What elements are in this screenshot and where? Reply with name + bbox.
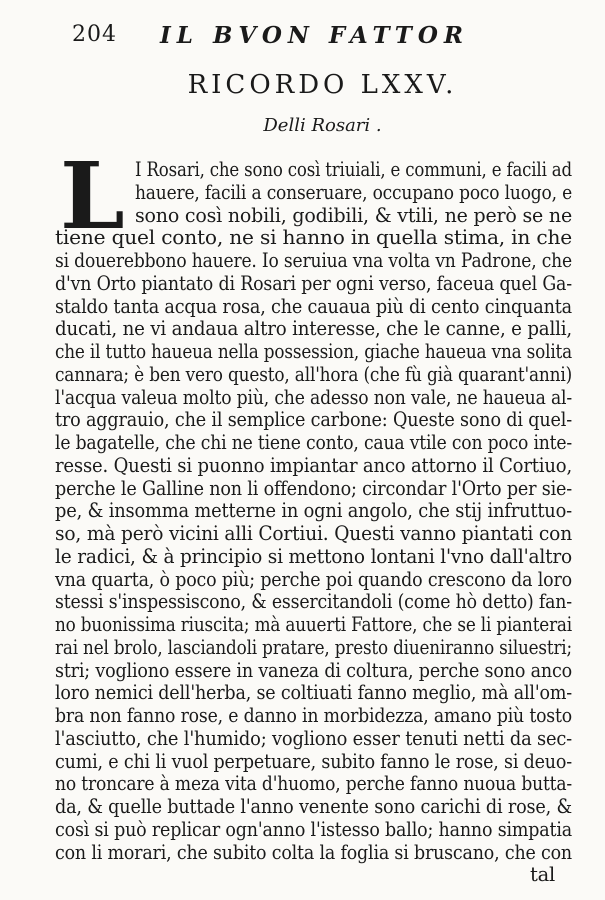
text-line: che il tutto haueua nella possession, giache haueua vna solita [55,340,573,363]
drop-cap-initial: L [60,142,125,250]
text-line: le bagatelle, che chi ne tiene conto, caua vtile con poco inte- [55,431,573,454]
text-line: tiene quel conto, ne si hanno in quella stima, in che [55,226,572,250]
text-line: bra non fanno rose, e danno in morbidezza, amano più tosto [55,704,572,727]
text-line: cumi, e chi li vuol perpetuare, subito fanno le rose, si deuo- [55,749,572,773]
text-line: loro nemici dell'herba, se coltiuati fanno meglio, mà all'om- [55,681,573,705]
text-line: l'acqua valeua molto più, che adesso non vale, ne haueua al- [55,385,573,409]
running-head [72,22,542,52]
text-line: stessi s'inspessiscono, & essercitandoli (come hò detto) fan- [55,590,572,614]
section-subtitle: Delli Rosari . [263,115,382,136]
text-line: tro aggrauio, che il semplice carbone: Queste sono di quel- [55,408,572,432]
text-line: staldo tanta acqua rosa, che cauaua più di cento cinquanta [55,294,572,318]
chapter-title: RICORDO LXXV. [187,70,458,100]
page-number: 204 [72,22,117,47]
text-line: no buonissima riuscita; mà auuerti Fattore, che se li pianterai [55,613,573,636]
text-line: ducati, ne vi andaua altro interesse, che le canne, e palli, [55,317,572,341]
text-line: resse. Questi si puonno impiantar anco attorno il Cortiuo, [55,453,573,477]
text-line: rai nel brolo, lasciandoli pratare, presto diueniranno siluestri; [55,635,572,659]
text-line: sono così nobili, godibili, & vtili, ne però se ne [135,203,573,227]
text-line: pe, & insomma metterne in ogni angolo, che stij infruttuo- [55,499,572,523]
text-line: così si può replicar ogn'anno l'istesso ballo; hanno simpatia [55,817,573,841]
text-line: le radici, & à principio si mettono lontani l'vno dall'altro [55,544,572,568]
text-line: perche le Galline non li offendono; circondar l'Orto per sie- [55,476,573,500]
catchword: tal [530,863,556,887]
text-line: I Rosari, che sono così triuiali, e communi, e facili ad [135,158,572,181]
text-line: l'asciutto, che l'humido; vogliono esser tenuti netti da sec- [55,726,573,750]
text-line: da, & quelle buttade l'anno venente sono carichi di rose, & [55,795,573,818]
text-line: hauere, facili a conseruare, occupano poco luogo, e [135,180,573,204]
text-line: so, mà però vicini alli Cortiui. Questi vanno piantati con [55,522,573,545]
text-line: no troncare à meza vita d'huomo, perche fanno nuoua butta- [55,772,573,796]
running-title: IL BVON FATTOR [160,22,470,49]
text-line: con li morari, che subito colta la foglia si bruscano, che con [55,840,572,864]
text-line: si douerebbono hauere. Io seruiua vna volta vn Padrone, che [55,249,572,272]
text-line: vna quarta, ò poco più; perche poi quando crescono da loro [55,567,572,591]
text-line: cannara; è ben vero questo, all'hora (che fù già quarant'anni) [55,362,573,386]
text-line: d'vn Orto piantato di Rosari per ogni verso, faceua quel Ga- [55,271,572,295]
text-line: stri; vogliono essere in vaneza di coltura, perche sono anco [55,658,572,682]
